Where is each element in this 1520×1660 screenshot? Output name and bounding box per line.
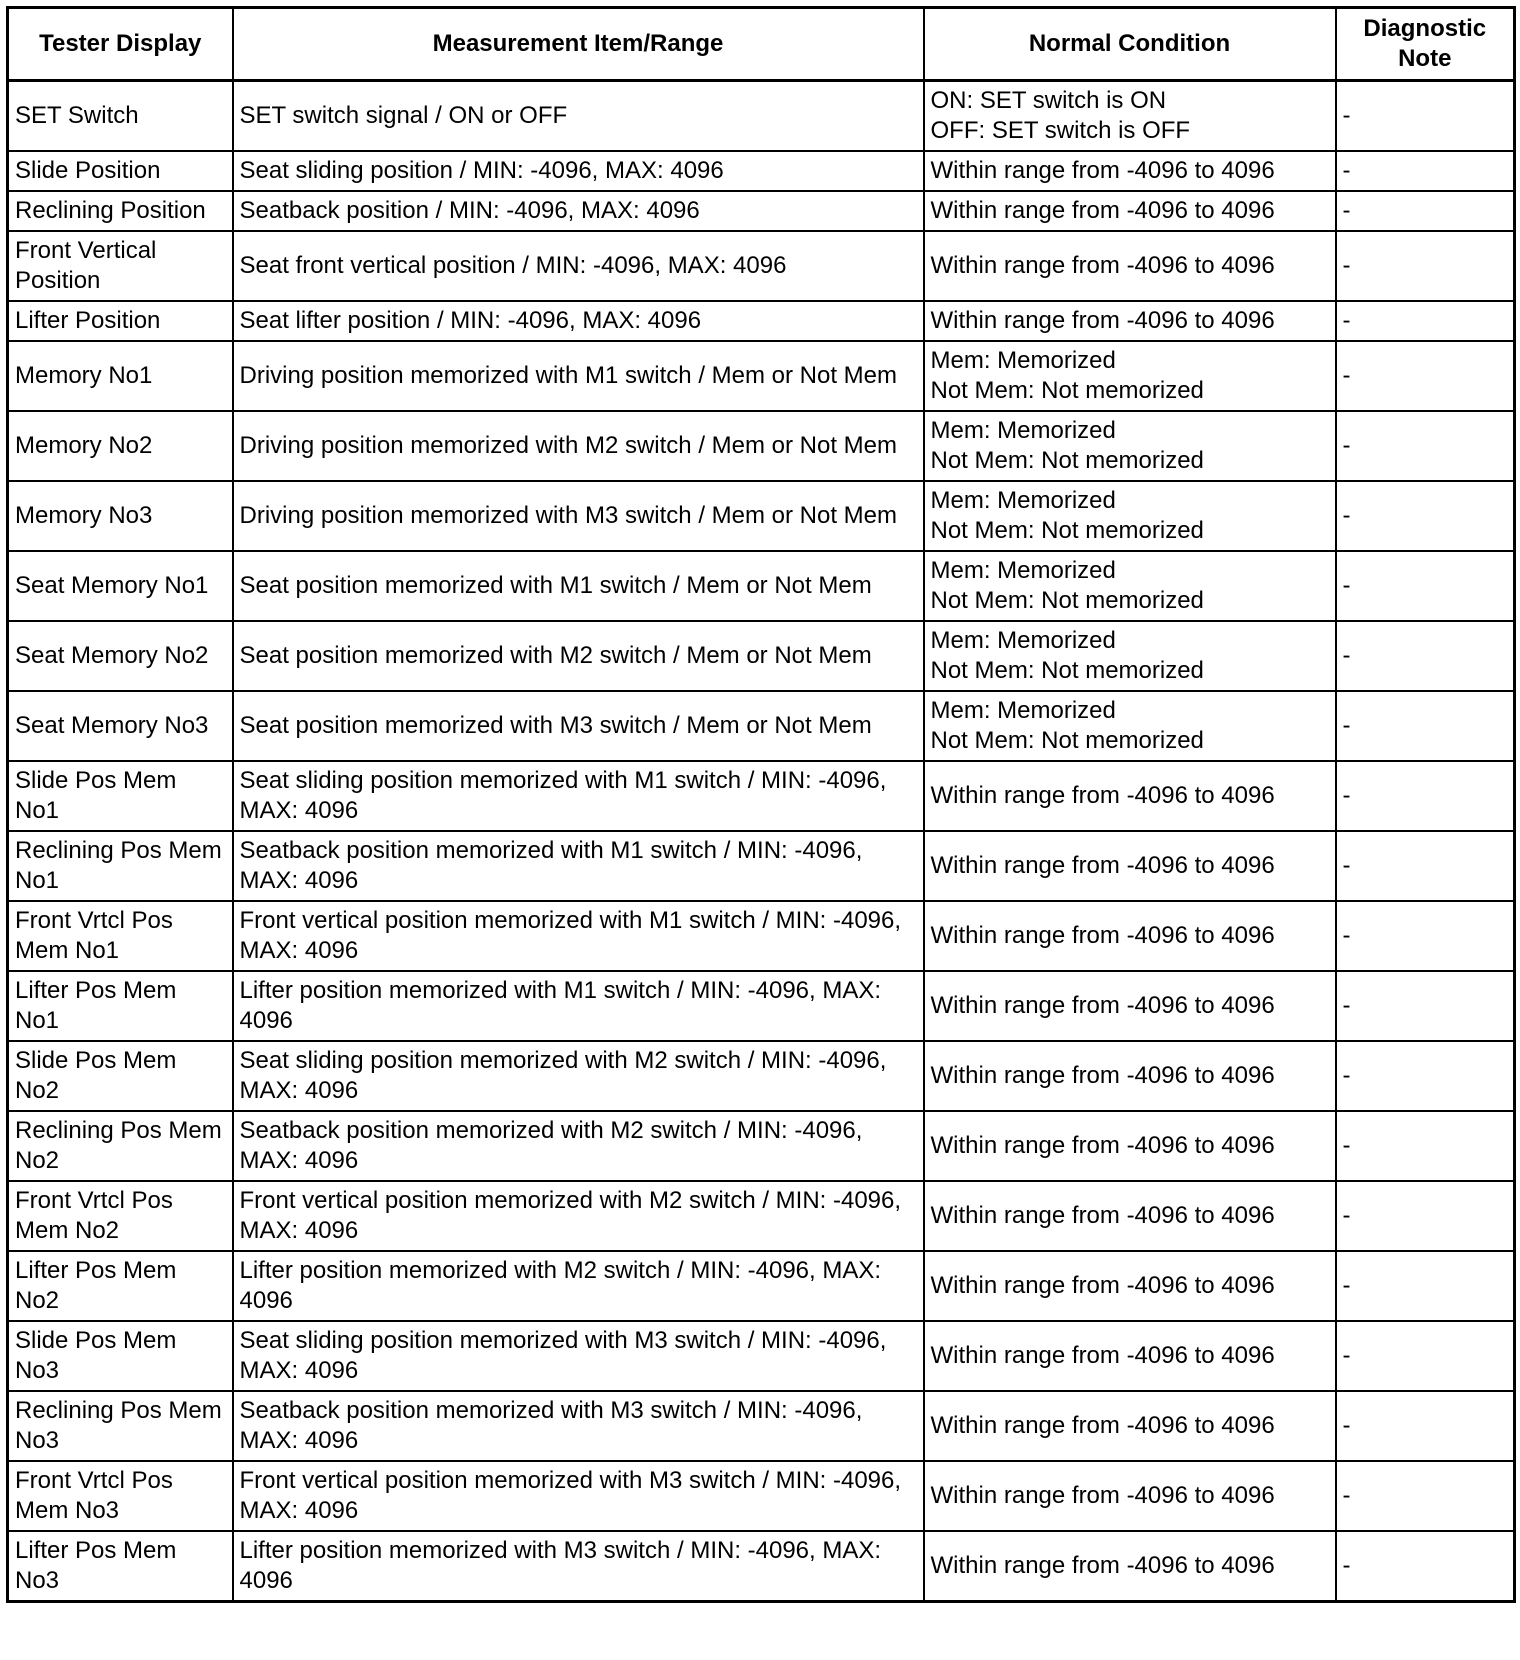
tester-display-cell: SET Switch bbox=[8, 81, 233, 152]
measurement-cell: Seat sliding position memorized with M2 switch / MIN: -4096, MAX: 4096 bbox=[233, 1041, 924, 1111]
measurement-cell: Seatback position memorized with M1 switch / MIN: -4096, MAX: 4096 bbox=[233, 831, 924, 901]
normal-condition-line: Within range from -4096 to 4096 bbox=[930, 852, 1275, 879]
measurement-cell: Seatback position memorized with M2 switch / MIN: -4096, MAX: 4096 bbox=[233, 1111, 924, 1181]
tester-display-cell: Slide Pos Mem No1 bbox=[8, 761, 233, 831]
table-row bbox=[8, 481, 1515, 551]
normal-condition-line: Mem: Memorized bbox=[930, 697, 1116, 724]
normal-condition-cell bbox=[924, 971, 1336, 1041]
measurement-cell: Front vertical position memorized with M1 switch / MIN: -4096, MAX: 4096 bbox=[233, 901, 924, 971]
measurement-cell: Lifter position memorized with M3 switch / MIN: -4096, MAX: 4096 bbox=[233, 1531, 924, 1602]
header-diagnostic-note: Diagnostic Note bbox=[1336, 8, 1515, 81]
table-row bbox=[8, 551, 1515, 621]
normal-condition-line: Mem: Memorized bbox=[930, 417, 1116, 444]
table-row bbox=[8, 151, 1515, 191]
table-row bbox=[8, 1251, 1515, 1321]
header-row bbox=[8, 8, 1515, 81]
table-row bbox=[8, 301, 1515, 341]
normal-condition-line: Mem: Memorized bbox=[930, 557, 1116, 584]
diagnostic-note-cell: - bbox=[1336, 231, 1515, 301]
normal-condition-line: Within range from -4096 to 4096 bbox=[930, 1132, 1275, 1159]
tester-display-cell: Lifter Position bbox=[8, 301, 233, 341]
measurement-cell: Driving position memorized with M2 switch / Mem or Not Mem bbox=[233, 411, 924, 481]
measurement-cell: Seat position memorized with M2 switch / Mem or Not Mem bbox=[233, 621, 924, 691]
table-row bbox=[8, 341, 1515, 411]
tester-display-cell: Reclining Pos Mem No1 bbox=[8, 831, 233, 901]
tester-display-cell: Seat Memory No3 bbox=[8, 691, 233, 761]
normal-condition-cell bbox=[924, 831, 1336, 901]
normal-condition-line: Not Mem: Not memorized bbox=[930, 377, 1204, 404]
header-tester-display: Tester Display bbox=[8, 8, 233, 81]
normal-condition-cell bbox=[924, 151, 1336, 191]
measurement-cell: Seatback position memorized with M3 switch / MIN: -4096, MAX: 4096 bbox=[233, 1391, 924, 1461]
measurement-cell: Seat front vertical position / MIN: -4096, MAX: 4096 bbox=[233, 231, 924, 301]
diagnostic-note-cell: - bbox=[1336, 1321, 1515, 1391]
table-row bbox=[8, 1111, 1515, 1181]
diagnostic-note-cell: - bbox=[1336, 341, 1515, 411]
normal-condition-line: Not Mem: Not memorized bbox=[930, 587, 1204, 614]
normal-condition-cell bbox=[924, 1181, 1336, 1251]
diagnostic-note-cell: - bbox=[1336, 1531, 1515, 1602]
normal-condition-cell bbox=[924, 81, 1336, 152]
normal-condition-line: Not Mem: Not memorized bbox=[930, 657, 1204, 684]
normal-condition-cell bbox=[924, 1111, 1336, 1181]
diagnostic-note-cell: - bbox=[1336, 301, 1515, 341]
diagnostic-note-cell: - bbox=[1336, 1251, 1515, 1321]
tester-display-cell: Seat Memory No1 bbox=[8, 551, 233, 621]
diagnostic-note-cell: - bbox=[1336, 971, 1515, 1041]
diagnostic-note-cell: - bbox=[1336, 81, 1515, 152]
measurement-cell: Front vertical position memorized with M3 switch / MIN: -4096, MAX: 4096 bbox=[233, 1461, 924, 1531]
tester-display-cell: Front Vrtcl Pos Mem No2 bbox=[8, 1181, 233, 1251]
normal-condition-cell bbox=[924, 481, 1336, 551]
normal-condition-cell bbox=[924, 761, 1336, 831]
table-row bbox=[8, 1321, 1515, 1391]
normal-condition-line: Within range from -4096 to 4096 bbox=[930, 1062, 1275, 1089]
normal-condition-cell bbox=[924, 901, 1336, 971]
normal-condition-line: Within range from -4096 to 4096 bbox=[930, 157, 1275, 184]
diagnostic-note-cell: - bbox=[1336, 1461, 1515, 1531]
tester-display-cell: Reclining Pos Mem No3 bbox=[8, 1391, 233, 1461]
diagnostic-note-cell: - bbox=[1336, 481, 1515, 551]
table-row bbox=[8, 1531, 1515, 1602]
tester-display-cell: Reclining Position bbox=[8, 191, 233, 231]
normal-condition-cell bbox=[924, 621, 1336, 691]
data-list-sheet bbox=[6, 6, 1516, 1603]
measurement-cell: Seat position memorized with M3 switch / Mem or Not Mem bbox=[233, 691, 924, 761]
normal-condition-line: Mem: Memorized bbox=[930, 487, 1116, 514]
tester-display-cell: Lifter Pos Mem No1 bbox=[8, 971, 233, 1041]
header-measurement-item-range: Measurement Item/Range bbox=[233, 8, 924, 81]
normal-condition-cell bbox=[924, 1321, 1336, 1391]
tester-display-cell: Front Vrtcl Pos Mem No1 bbox=[8, 901, 233, 971]
table-row bbox=[8, 971, 1515, 1041]
table-row bbox=[8, 81, 1515, 152]
normal-condition-cell bbox=[924, 551, 1336, 621]
tester-display-cell: Memory No1 bbox=[8, 341, 233, 411]
normal-condition-line: Within range from -4096 to 4096 bbox=[930, 922, 1275, 949]
tester-display-cell: Seat Memory No2 bbox=[8, 621, 233, 691]
normal-condition-line: Within range from -4096 to 4096 bbox=[930, 1342, 1275, 1369]
normal-condition-line: Within range from -4096 to 4096 bbox=[930, 1202, 1275, 1229]
normal-condition-line: Not Mem: Not memorized bbox=[930, 447, 1204, 474]
normal-condition-line: Within range from -4096 to 4096 bbox=[930, 307, 1275, 334]
normal-condition-cell bbox=[924, 411, 1336, 481]
diagnostic-note-cell: - bbox=[1336, 151, 1515, 191]
normal-condition-cell bbox=[924, 1531, 1336, 1602]
tester-display-cell: Lifter Pos Mem No2 bbox=[8, 1251, 233, 1321]
tester-display-cell: Reclining Pos Mem No2 bbox=[8, 1111, 233, 1181]
measurement-cell: Seat position memorized with M1 switch / Mem or Not Mem bbox=[233, 551, 924, 621]
normal-condition-line: Within range from -4096 to 4096 bbox=[930, 1552, 1275, 1579]
normal-condition-line: ON: SET switch is ON bbox=[930, 87, 1167, 114]
normal-condition-cell bbox=[924, 1041, 1336, 1111]
normal-condition-line: Not Mem: Not memorized bbox=[930, 727, 1204, 754]
table-row bbox=[8, 831, 1515, 901]
measurement-cell: Driving position memorized with M3 switch / Mem or Not Mem bbox=[233, 481, 924, 551]
table-row bbox=[8, 691, 1515, 761]
diagnostic-note-cell: - bbox=[1336, 551, 1515, 621]
diagnostic-note-cell: - bbox=[1336, 1391, 1515, 1461]
tester-display-cell: Slide Pos Mem No2 bbox=[8, 1041, 233, 1111]
normal-condition-line: Within range from -4096 to 4096 bbox=[930, 782, 1275, 809]
tester-display-cell: Slide Position bbox=[8, 151, 233, 191]
normal-condition-line: Mem: Memorized bbox=[930, 347, 1116, 374]
tester-display-cell: Front Vertical Position bbox=[8, 231, 233, 301]
table-row bbox=[8, 231, 1515, 301]
table-row bbox=[8, 1391, 1515, 1461]
table-body bbox=[8, 81, 1515, 1602]
measurement-cell: Lifter position memorized with M2 switch / MIN: -4096, MAX: 4096 bbox=[233, 1251, 924, 1321]
normal-condition-line: Within range from -4096 to 4096 bbox=[930, 1412, 1275, 1439]
header-normal-condition: Normal Condition bbox=[924, 8, 1336, 81]
table-row bbox=[8, 411, 1515, 481]
normal-condition-cell bbox=[924, 691, 1336, 761]
diagnostic-note-cell: - bbox=[1336, 1181, 1515, 1251]
diagnostic-note-cell: - bbox=[1336, 831, 1515, 901]
normal-condition-cell bbox=[924, 1461, 1336, 1531]
diagnostic-note-cell: - bbox=[1336, 1111, 1515, 1181]
tester-display-cell: Memory No2 bbox=[8, 411, 233, 481]
measurement-cell: Seatback position / MIN: -4096, MAX: 4096 bbox=[233, 191, 924, 231]
normal-condition-cell bbox=[924, 341, 1336, 411]
tester-display-cell: Memory No3 bbox=[8, 481, 233, 551]
normal-condition-line: OFF: SET switch is OFF bbox=[930, 117, 1191, 144]
table-row bbox=[8, 1461, 1515, 1531]
measurement-cell: Driving position memorized with M1 switch / Mem or Not Mem bbox=[233, 341, 924, 411]
diagnostic-note-cell: - bbox=[1336, 191, 1515, 231]
normal-condition-line: Within range from -4096 to 4096 bbox=[930, 1482, 1275, 1509]
diagnostic-note-cell: - bbox=[1336, 901, 1515, 971]
table-row bbox=[8, 1041, 1515, 1111]
data-list-table bbox=[6, 6, 1516, 1603]
diagnostic-note-cell: - bbox=[1336, 411, 1515, 481]
measurement-cell: Seat sliding position memorized with M1 switch / MIN: -4096, MAX: 4096 bbox=[233, 761, 924, 831]
normal-condition-cell bbox=[924, 1251, 1336, 1321]
table-row bbox=[8, 191, 1515, 231]
tester-display-cell: Front Vrtcl Pos Mem No3 bbox=[8, 1461, 233, 1531]
normal-condition-cell bbox=[924, 301, 1336, 341]
table-row bbox=[8, 1181, 1515, 1251]
table-row bbox=[8, 901, 1515, 971]
table-row bbox=[8, 761, 1515, 831]
measurement-cell: SET switch signal / ON or OFF bbox=[233, 81, 924, 152]
diagnostic-note-cell: - bbox=[1336, 691, 1515, 761]
tester-display-cell: Lifter Pos Mem No3 bbox=[8, 1531, 233, 1602]
normal-condition-cell bbox=[924, 231, 1336, 301]
normal-condition-line: Within range from -4096 to 4096 bbox=[930, 1272, 1275, 1299]
table-row bbox=[8, 621, 1515, 691]
normal-condition-line: Within range from -4096 to 4096 bbox=[930, 252, 1275, 279]
diagnostic-note-cell: - bbox=[1336, 621, 1515, 691]
diagnostic-note-cell: - bbox=[1336, 1041, 1515, 1111]
tester-display-cell: Slide Pos Mem No3 bbox=[8, 1321, 233, 1391]
diagnostic-note-cell: - bbox=[1336, 761, 1515, 831]
measurement-cell: Seat lifter position / MIN: -4096, MAX: 4096 bbox=[233, 301, 924, 341]
normal-condition-cell bbox=[924, 1391, 1336, 1461]
normal-condition-line: Not Mem: Not memorized bbox=[930, 517, 1204, 544]
normal-condition-line: Within range from -4096 to 4096 bbox=[930, 992, 1275, 1019]
normal-condition-cell bbox=[924, 191, 1336, 231]
normal-condition-line: Mem: Memorized bbox=[930, 627, 1116, 654]
measurement-cell: Front vertical position memorized with M2 switch / MIN: -4096, MAX: 4096 bbox=[233, 1181, 924, 1251]
measurement-cell: Seat sliding position memorized with M3 switch / MIN: -4096, MAX: 4096 bbox=[233, 1321, 924, 1391]
normal-condition-line: Within range from -4096 to 4096 bbox=[930, 197, 1275, 224]
measurement-cell: Lifter position memorized with M1 switch / MIN: -4096, MAX: 4096 bbox=[233, 971, 924, 1041]
measurement-cell: Seat sliding position / MIN: -4096, MAX: 4096 bbox=[233, 151, 924, 191]
